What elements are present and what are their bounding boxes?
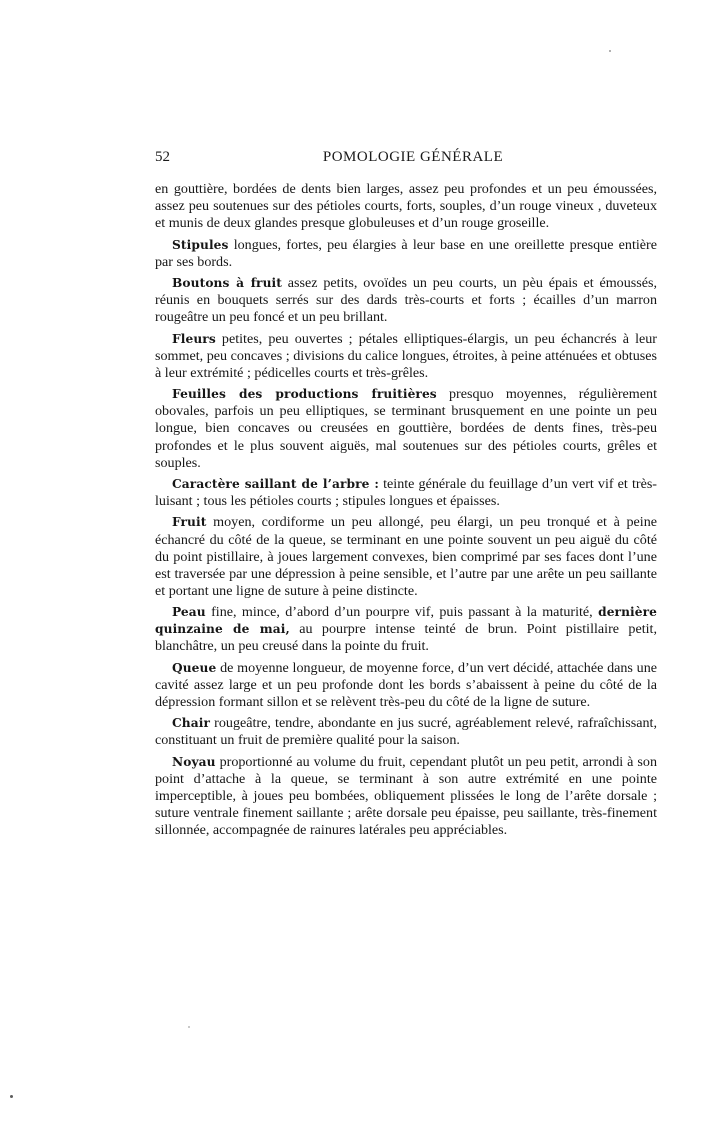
paragraph-text: longues, fortes, peu élargies à leur base en une oreillette presque entière par ses bords. xyxy=(155,236,657,270)
paragraph-text: moyen, cordiforme un peu allongé, peu élargi, un peu tronqué et à peine échancré du côté de la queue, se terminant en une pointe souvent un peu aiguë du côté du point pistillaire, à joues largement convexes, bien comprimé par ses faces dont l’une est traversée par une dépression à peine sensible, et l’autre par une arête un peu saillante et portant une ligne de suture à peine distincte. xyxy=(155,514,657,599)
paragraph-lead: Fruit xyxy=(172,515,207,530)
running-title: POMOLOGIE GÉNÉRALE xyxy=(322,149,504,165)
paragraph-lead: Caractère saillant de l’arbre : xyxy=(172,476,379,491)
paragraph-text: rougeâtre, tendre, abondante en jus sucré, agréablement relevé, rafraîchissant, constituant un fruit de première qualité pour la saison. xyxy=(155,715,657,749)
paragraph-lead: Chair xyxy=(172,716,211,731)
paragraph-peau xyxy=(155,604,657,655)
paragraph-lead: Boutons à fruit xyxy=(172,276,282,291)
paragraph-text: de moyenne longueur, de moyenne force, d’un vert décidé, attachée dans une cavité assez large et un peu profonde dont les bords s’abaissent à peine du côté de la dépression formant sillon et se relèvent très-peu du côté de la ligne de suture. xyxy=(155,659,657,710)
paragraph-lead: Feuilles des productions fruitières xyxy=(172,387,437,402)
paragraph-lead: Stipules xyxy=(172,237,229,252)
paragraph-noyau xyxy=(155,754,657,839)
paragraph-lead: Queue xyxy=(172,660,217,675)
paragraph-text: petites, peu ouvertes ; pétales elliptiques-élargis, un peu échancrés à leur sommet, peu concaves ; divisions du calice longues, étroites, à peine atténuées et obtuses à leur extrémité ; pédicelles courts et très-grêles. xyxy=(155,330,657,381)
paragraph-fleurs xyxy=(155,331,657,382)
paragraph-caractere xyxy=(155,476,657,510)
body-text xyxy=(155,181,657,844)
paragraph-text: proportionné au volume du fruit, cependant plutôt un peu petit, arrondi à son point d’attache à la queue, se terminant à son autre extrémité en une pointe imperceptible, à joues peu bombées, obliquement plissées le long de l’arête dorsale ; suture ventrale finement saillante ; arête dorsale peu épaisse, peu saillante, très-finement sillonnée, accompagnée de rainures latérales peu appréciables. xyxy=(155,753,657,839)
paragraph-queue xyxy=(155,660,657,711)
paragraph-text: en gouttière, bordées de dents bien larges, assez peu profondes et un peu émoussées, assez peu soutenues sur des pétioles courts, forts, souples, d’un rouge vineux , duveteux et munis de deux glandes presque globuleuses et d’un rouge groseille. xyxy=(155,181,657,232)
paragraph-chair xyxy=(155,715,657,749)
paragraph-continuation xyxy=(155,181,657,232)
scan-speck xyxy=(10,1095,13,1098)
paragraph-fruit xyxy=(155,514,657,599)
scan-speck xyxy=(188,1026,190,1028)
paragraph-lead: Fleurs xyxy=(172,331,216,346)
paragraph-text: presquo moyennes, régulièrement obovales, parfois un peu elliptiques, se terminant brusquement en une pointe un peu longue, bien concaves ou creusées en gouttière, bordées de dents fines, très-peu profondes et le plus souvent aiguës, mal soutenues sur des pétioles courts, grêles et souples. xyxy=(155,386,657,471)
page-number: 52 xyxy=(155,149,170,165)
paragraph-lead: Noyau xyxy=(172,754,216,769)
ripening-date: dernière quinzaine de mai, xyxy=(155,605,657,637)
paragraph-stipules xyxy=(155,237,657,271)
scan-speck xyxy=(609,50,611,52)
running-head xyxy=(155,149,657,169)
paragraph-text: assez petits, ovoïdes un peu courts, un pèu épais et émoussés, réunis en bouquets serrés sur des dards très-courts et forts ; écailles d’un marron rougeâtre un peu foncé et un peu brillant. xyxy=(155,275,657,326)
paragraph-feuilles xyxy=(155,386,657,471)
paragraph-text: teinte générale du feuillage d’un vert vif et très-luisant ; tous les pétioles courts ; stipules longues et épaisses. xyxy=(155,475,657,510)
paragraph-lead: Peau xyxy=(172,605,206,620)
paragraph-text: fine, mince, d’abord d’un pourpre vif, puis passant à la maturité, xyxy=(205,604,599,621)
paragraph-boutons xyxy=(155,275,657,326)
paragraph-text: au pourpre intense teinté de brun. Point pistillaire petit, blanchâtre, un peu creusé dans la pointe du fruit. xyxy=(155,621,657,655)
